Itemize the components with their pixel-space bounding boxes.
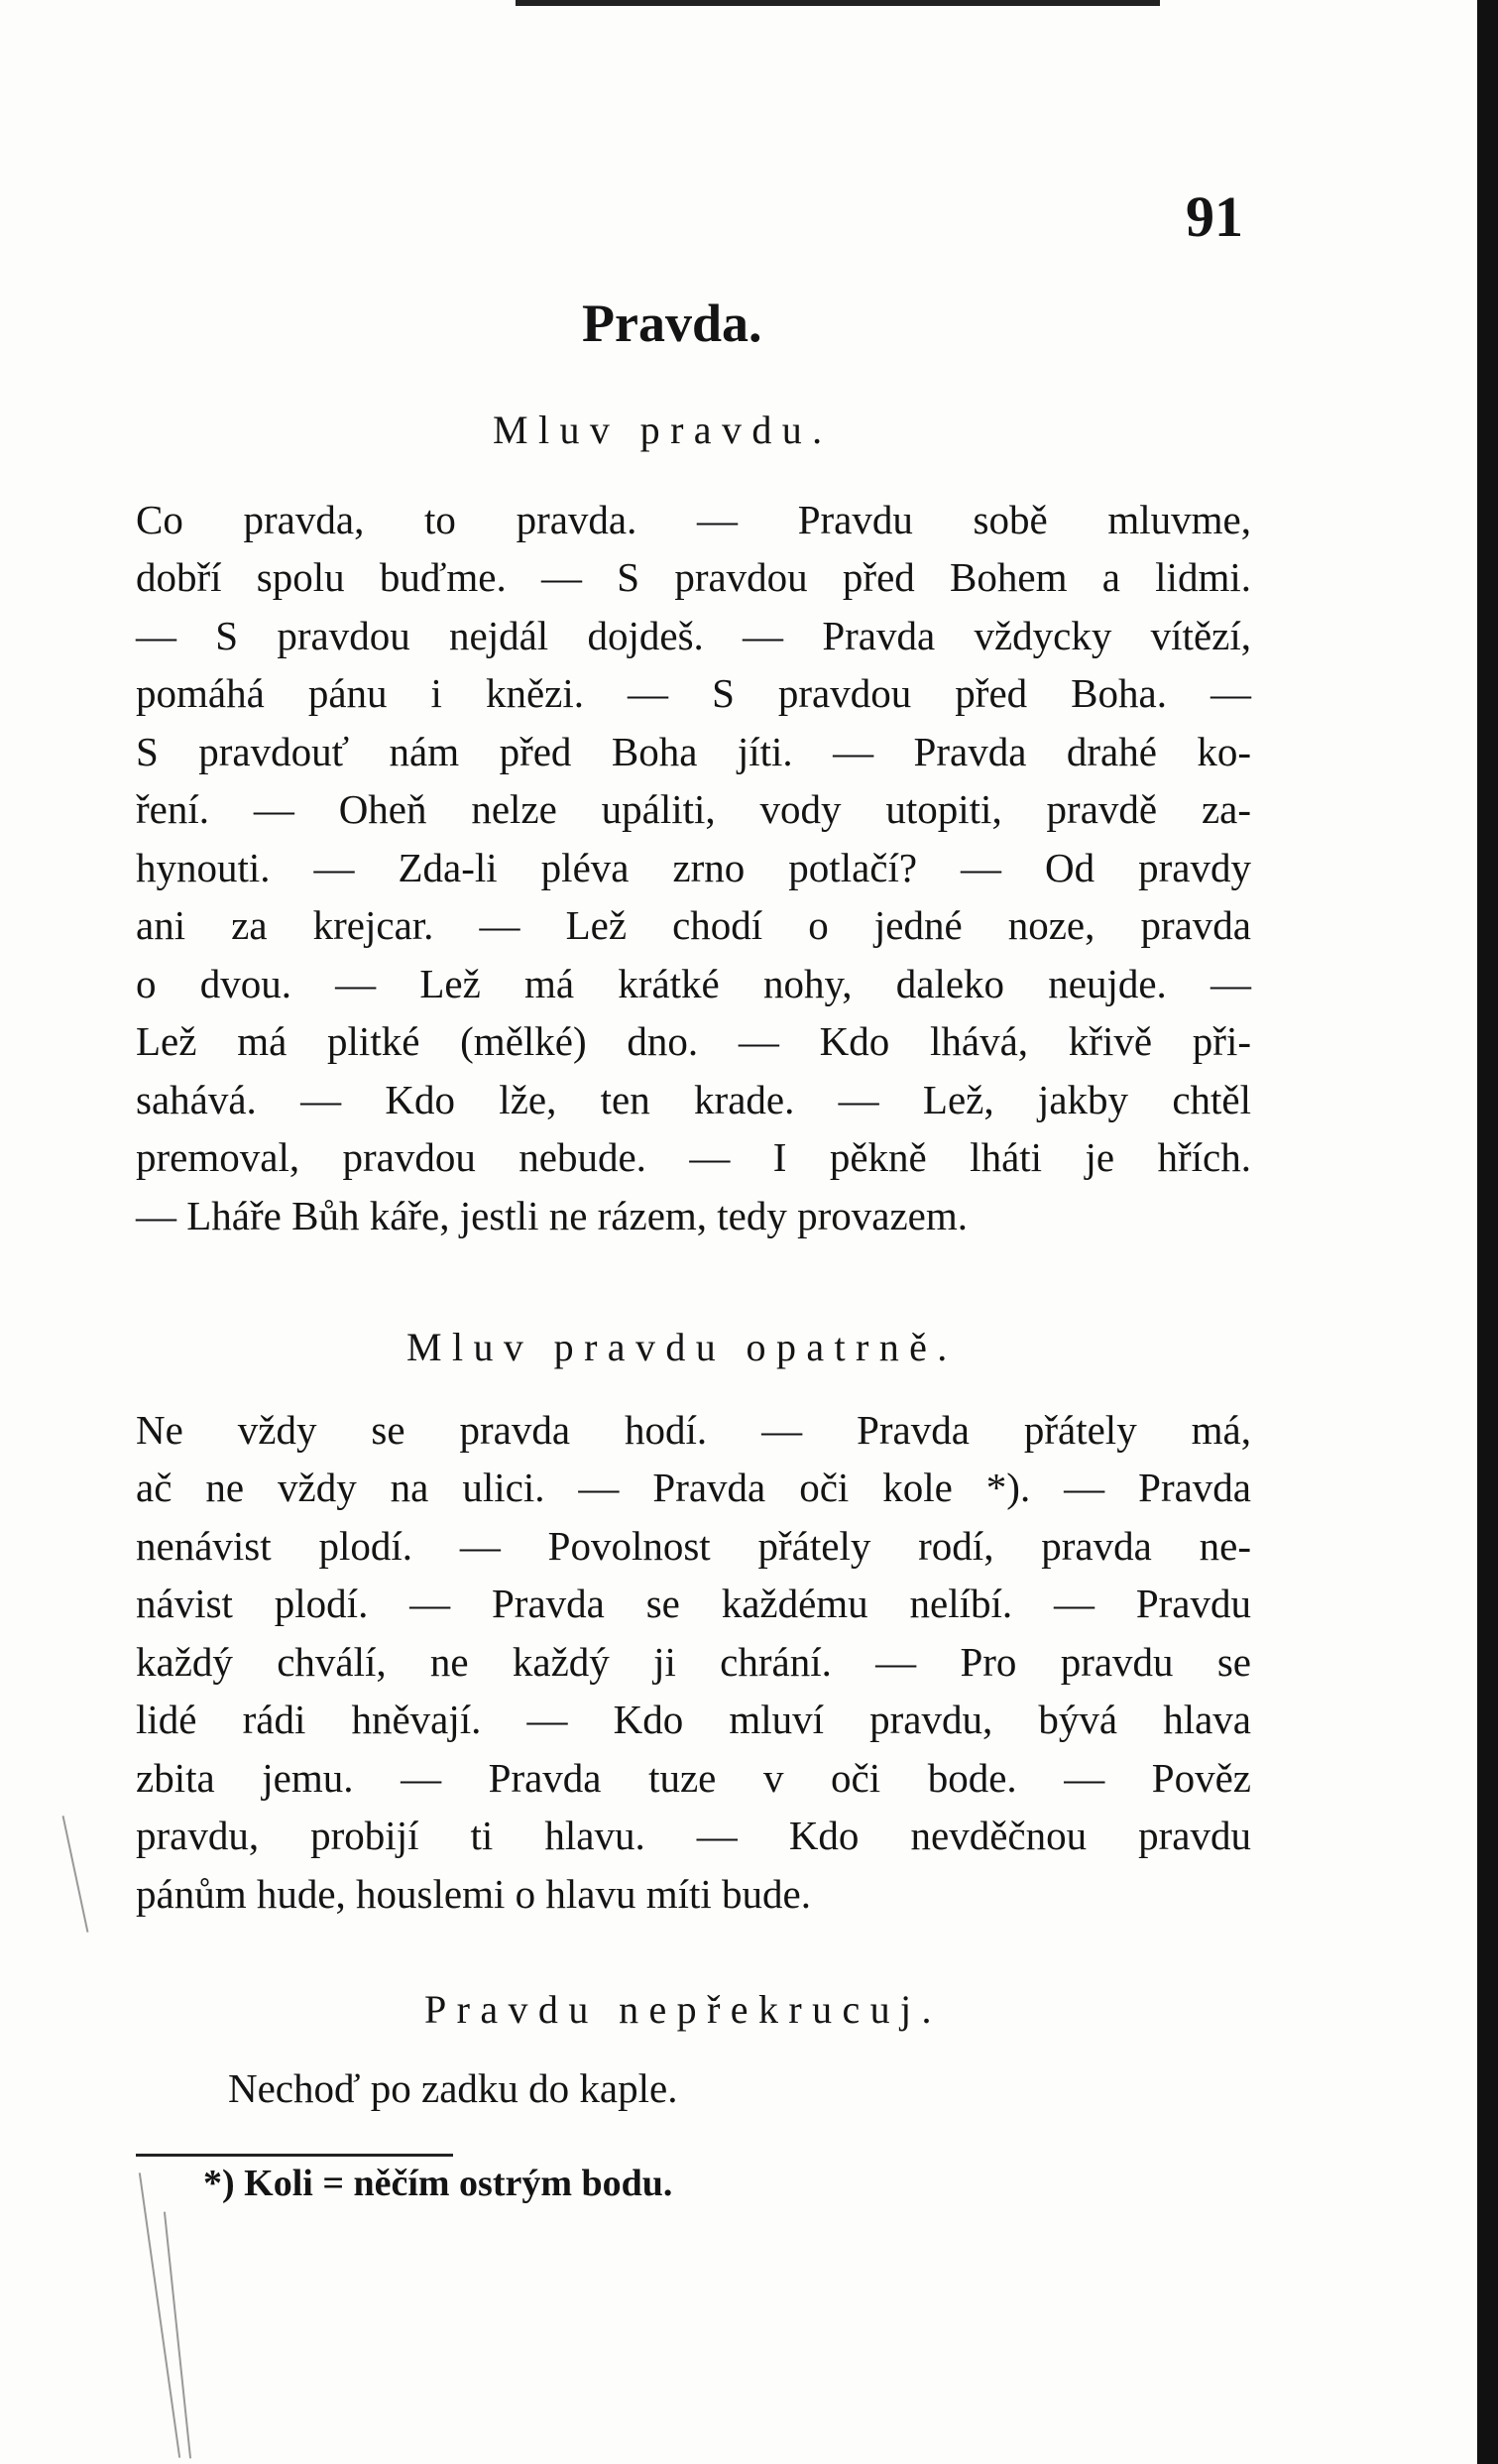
footnote: *) Koli = něčím ostrým bodu. [203,2163,673,2204]
text-line: sahává. — Kdo lže, ten krade. — Lež, jakby chtěl [136,1077,1251,1122]
text-line: ani za krejcar. — Lež chodí o jedné noze, pravda [136,902,1251,948]
text-line: nenávist plodí. — Povolnost přátely rodí, pravda ne- [136,1523,1251,1569]
text-line: premoval, pravdou nebude. — I pěkně lháti je hřích. [136,1134,1251,1180]
section-heading-mluv-pravdu-opatrne: Mluv pravdu opatrně. [406,1325,958,1369]
page-number: 91 [1186,184,1243,249]
text-line: pánům hude, houslemi o hlavu míti bude. [136,1871,811,1917]
text-line: Lež má plitké (mělké) dno. — Kdo lhává, křivě při- [136,1018,1251,1064]
chapter-title: Pravda. [582,293,762,353]
text-line: S pravdouť nám před Boha jíti. — Pravda drahé ko- [136,729,1251,774]
scan-edge [1477,0,1498,2464]
text-line: zbita jemu. — Pravda tuze v oči bode. — Pověz [136,1755,1251,1801]
margin-scratch [164,2212,191,2459]
text-line: pravdu, probijí ti hlavu. — Kdo nevděčnou pravdu [136,1813,1251,1858]
text-line: dobří spolu buďme. — S pravdou před Bohem a lidmi. [136,554,1251,600]
text-line: lidé rádi hněvají. — Kdo mluví pravdu, bývá hlava [136,1697,1251,1742]
text-line: Ne vždy se pravda hodí. — Pravda přátely má, [136,1407,1251,1453]
margin-scratch [62,1816,89,1933]
scan-edge-top [516,0,1160,6]
text-line: o dvou. — Lež má krátké nohy, daleko neujde. — [136,961,1251,1006]
section-heading-pravdu-neprekrucuj: Pravdu nepřekrucuj. [424,1987,942,2032]
text-line: hynouti. — Zda-li pléva zrno potlačí? — Od pravdy [136,845,1251,890]
text-line: ač ne vždy na ulici. — Pravda oči kole *). — Pravda [136,1465,1251,1510]
text-line: každý chválí, ne každý ji chrání. — Pro pravdu se [136,1639,1251,1685]
text-line: Co pravda, to pravda. — Pravdu sobě mluvme, [136,497,1251,542]
text-line: Nechoď po zadku do kaple. [228,2065,678,2111]
text-line: pomáhá pánu i knězi. — S pravdou před Boha. — [136,670,1251,716]
text-line: návist plodí. — Pravda se každému nelíbí. — Pravdu [136,1581,1251,1626]
footnote-rule [136,2154,453,2157]
text-line: — S pravdou nejdál dojdeš. — Pravda vždycky vítězí, [136,613,1251,658]
section-heading-mluv-pravdu: Mluv pravdu. [493,408,833,452]
text-line: ření. — Oheň nelze upáliti, vody utopiti, pravdě za- [136,786,1251,832]
text-line: — Lháře Bůh káře, jestli ne rázem, tedy provazem. [136,1193,969,1238]
